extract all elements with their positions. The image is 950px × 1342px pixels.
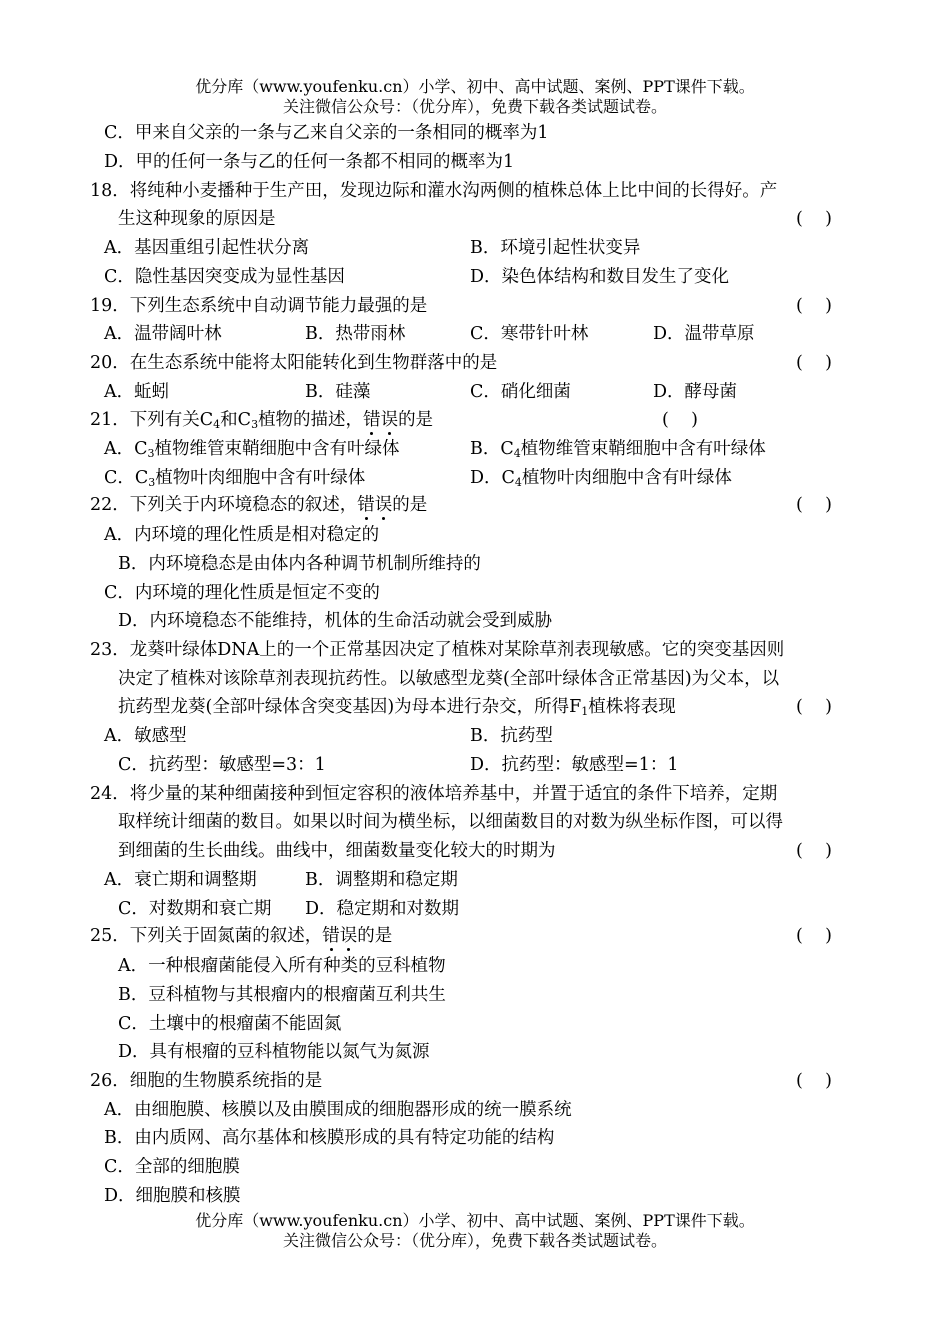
header-line-1: 优分库（www.youfenku.cn）小学、初中、高中试题、案例、PPT课件下载。 [195, 77, 755, 96]
q18-stem-line-1: 18．将纯种小麦播种于生产田，发现边际和灌水沟两侧的植株总体上比中间的长得好。产 [90, 181, 778, 201]
q25-option-c: C．土壤中的根瘤菌不能固氮 [118, 1014, 342, 1034]
footer-line-1: 优分库（www.youfenku.cn）小学、初中、高中试题、案例、PPT课件下载。 [195, 1211, 755, 1230]
footer-line-2: 关注微信公众号：（优分库），免费下载各类试题试卷。 [282, 1231, 667, 1250]
q22-option-c: C．内环境的理化性质是恒定不变的 [104, 583, 380, 603]
q26-option-b: B．由内质网、高尔基体和核膜形成的具有特定功能的结构 [104, 1128, 555, 1148]
q26-option-d: D．细胞膜和核膜 [104, 1186, 241, 1206]
q22-option-a: A．内环境的理化性质是相对稳定的 [104, 525, 380, 545]
q23-stem-line-1: 23．龙葵叶绿体DNA上的一个正常基因决定了植株对某除草剂表现敏感。它的突变基因则 [90, 640, 785, 660]
q25-answer-bracket: ( ) [796, 926, 832, 946]
q19-option-b: B．热带雨林 [305, 324, 406, 344]
q20-option-c: C．硝化细菌 [470, 382, 571, 402]
q23-option-b: B．抗药型 [470, 726, 553, 746]
q20-option-d: D．酵母菌 [653, 382, 738, 402]
q18-option-a: A．基因重组引起性状分离 [104, 238, 310, 258]
q18-option-d: D．染色体结构和数目发生了变化 [470, 267, 730, 287]
q26-option-c: C．全部的细胞膜 [104, 1157, 240, 1177]
q21-emphasis-mark-1: 错 [363, 410, 381, 430]
q19-option-c: C．寒带针叶林 [470, 324, 589, 344]
q24-stem-line-2: 取样统计细菌的数目。如果以时间为横坐标，以细菌数目的对数为纵坐标作图，可以得 [118, 812, 783, 832]
q25-option-d: D．具有根瘤的豆科植物能以氮气为氮源 [118, 1042, 430, 1062]
q25-stem: 25．下列关于固氮菌的叙述，错误的是 [90, 926, 393, 946]
q23-option-c: C．抗药型：敏感型=3：1 [118, 755, 326, 775]
q21-option-c: C．$C_3$植物叶肉细胞中含有叶绿体 [104, 468, 366, 489]
q23-stem-line-2: 决定了植株对该除草剂表现抗药性。以敏感型龙葵(全部叶绿体含正常基因)为父本，以 [118, 669, 780, 689]
q21-stem: 21．下列有关$C_4$和$C_3$植物的描述，错误的是 [90, 410, 434, 431]
q20-option-a: A．蚯蚓 [104, 382, 170, 402]
q19-stem: 19．下列生态系统中自动调节能力最强的是 [90, 296, 428, 316]
q22-answer-bracket: ( ) [796, 495, 832, 515]
q20-stem: 20．在生态系统中能将太阳能转化到生物群落中的是 [90, 353, 498, 373]
q25-option-b: B．豆科植物与其根瘤内的根瘤菌互利共生 [118, 985, 446, 1005]
q21-answer-bracket: ( ) [662, 410, 698, 430]
q26-stem: 26．细胞的生物膜系统指的是 [90, 1071, 323, 1091]
q18-answer-bracket: ( ) [796, 209, 832, 229]
q19-answer-bracket: ( ) [796, 296, 832, 316]
q24-option-c: C．对数期和衰亡期 [118, 899, 272, 919]
q24-option-a: A．衰亡期和调整期 [104, 870, 257, 890]
q17-option-c: C．甲来自父亲的一条与乙来自父亲的一条相同的概率为1 [104, 123, 549, 143]
q22-option-d: D．内环境稳态不能维持，机体的生命活动就会受到威胁 [118, 611, 553, 631]
q23-option-a: A．敏感型 [104, 726, 187, 746]
q18-option-b: B．环境引起性状变异 [470, 238, 641, 258]
q23-option-d: D．抗药型：敏感型=1：1 [470, 755, 679, 775]
q19-option-d: D．温带草原 [653, 324, 755, 344]
q24-stem-line-1: 24．将少量的某种细菌接种到恒定容积的液体培养基中，并置于适宜的条件下培养，定期 [90, 784, 778, 804]
q25-emphasis-mark-2: 误 [339, 926, 358, 946]
q26-option-a: A．由细胞膜、核膜以及由膜围成的细胞器形成的统一膜系统 [104, 1100, 572, 1120]
q25-option-a: A．一种根瘤菌能侵入所有种类的豆科植物 [118, 956, 446, 976]
q21-option-b: B．$C_4$植物维管束鞘细胞中含有叶绿体 [470, 439, 766, 460]
q25-emphasis-mark-1: 错 [322, 926, 340, 946]
q22-emphasis-mark-1: 错 [357, 495, 375, 515]
q22-stem: 22．下列关于内环境稳态的叙述，错误的是 [90, 495, 428, 515]
q21-option-d: D．$C_4$植物叶肉细胞中含有叶绿体 [470, 468, 732, 489]
q24-answer-bracket: ( ) [796, 841, 832, 861]
q18-stem-line-2: 生这种现象的原因是 [118, 209, 276, 229]
q20-option-b: B．硅藻 [305, 382, 371, 402]
q19-option-a: A．温带阔叶林 [104, 324, 222, 344]
q17-option-d: D．甲的任何一条与乙的任何一条都不相同的概率为1 [104, 152, 515, 172]
q24-option-b: B．调整期和稳定期 [305, 870, 458, 890]
q26-answer-bracket: ( ) [796, 1071, 832, 1091]
q18-option-c: C．隐性基因突变成为显性基因 [104, 267, 345, 287]
q23-answer-bracket: ( ) [796, 697, 832, 717]
q22-emphasis-mark-2: 误 [374, 495, 393, 515]
q24-stem-line-3: 到细菌的生长曲线。曲线中，细菌数量变化较大的时期为 [118, 841, 556, 861]
q24-option-d: D．稳定期和对数期 [305, 899, 460, 919]
q20-answer-bracket: ( ) [796, 353, 832, 373]
q23-stem-line-3: 抗药型龙葵(全部叶绿体含突变基因)为母本进行杂交，所得$F_1$植株将表现 [118, 697, 676, 718]
q21-emphasis-mark-2: 误 [380, 410, 399, 430]
header-line-2: 关注微信公众号：（优分库），免费下载各类试题试卷。 [282, 97, 667, 116]
q22-option-b: B．内环境稳态是由体内各种调节机制所维持的 [118, 554, 481, 574]
q21-option-a: A．$C_3$植物维管束鞘细胞中含有叶绿体 [104, 439, 400, 460]
